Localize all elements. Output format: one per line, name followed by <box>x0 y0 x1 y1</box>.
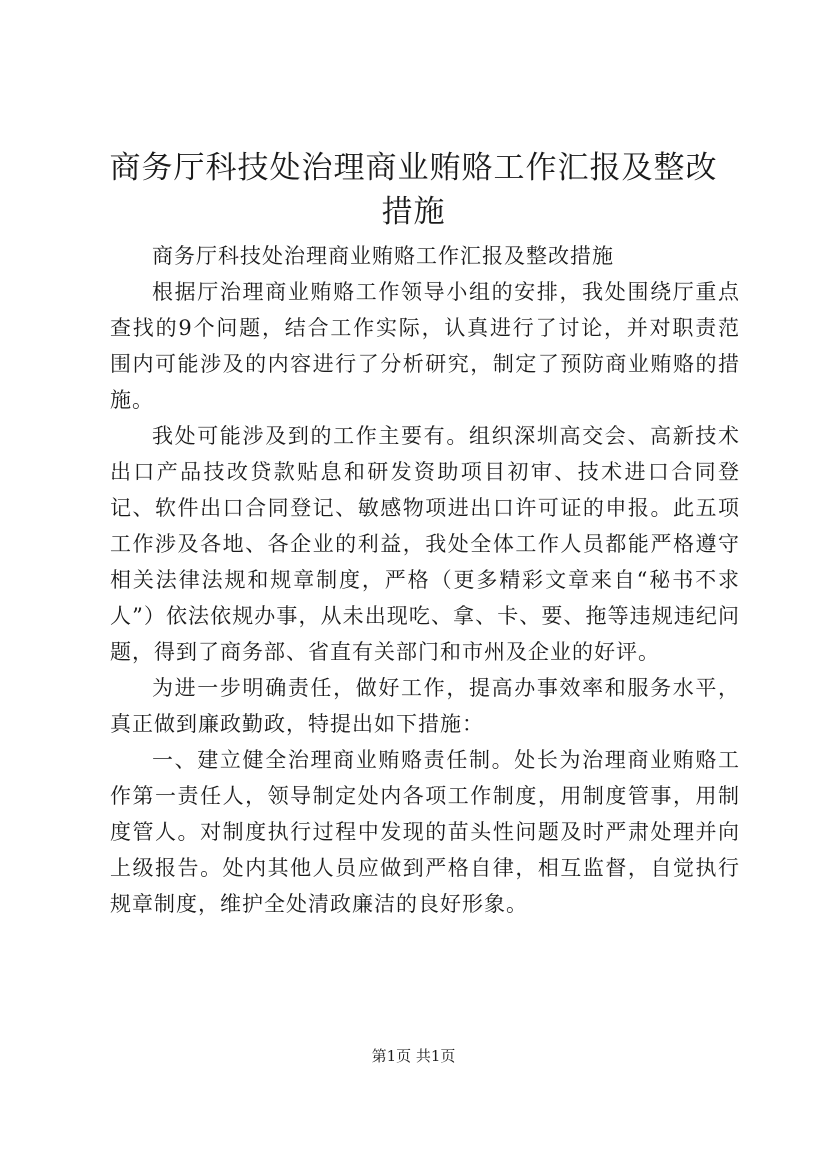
paragraph-subtitle: 商务厅科技处治理商业贿赂工作汇报及整改措施 <box>152 244 614 268</box>
paragraph-measure-one: 一、建立健全治理商业贿赂责任制。处长为治理商业贿赂工作第一责任人，领导制定处内各项工作制度，用制度管事，用制度管人。对制度执行过程中发现的苗头性问题及时严肃处理并向上级报告。处内其他人员应做到严格自律，相互监督，自觉执行规章制度，维护全处清政廉洁的良好形象。 <box>110 748 740 916</box>
paragraph-intro: 根据厅治理商业贿赂工作领导小组的安排，我处围绕厅重点查找的9个问题，结合工作实际，认真进行了讨论，并对职责范围内可能涉及的内容进行了分析研究，制定了预防商业贿赂的措施。 <box>110 280 740 412</box>
document-title: 商务厅科技处治理商业贿赂工作汇报及整改措施 <box>109 150 718 230</box>
paragraph-work-scope: 我处可能涉及到的工作主要有。组织深圳高交会、高新技术出口产品技改贷款贴息和研发资助项目初审、技术进口合同登记、软件出口合同登记、敏感物项进出口许可证的申报。此五项工作涉及各地、各企业的利益，我处全体工作人员都能严格遵守相关法律法规和规章制度，严格（更多精彩文章来自“秘书不求人”）依法依规办事，从未出现吃、拿、卡、要、拖等违规违纪问题，得到了商务部、省直有关部门和市州及企业的好评。 <box>110 424 740 664</box>
page-footer: 第1页 共1页 <box>371 1047 456 1065</box>
document-body <box>110 238 740 922</box>
paragraph-measures-intro: 为进一步明确责任，做好工作，提高办事效率和服务水平，真正做到廉政勤政，特提出如下措施： <box>110 676 740 736</box>
